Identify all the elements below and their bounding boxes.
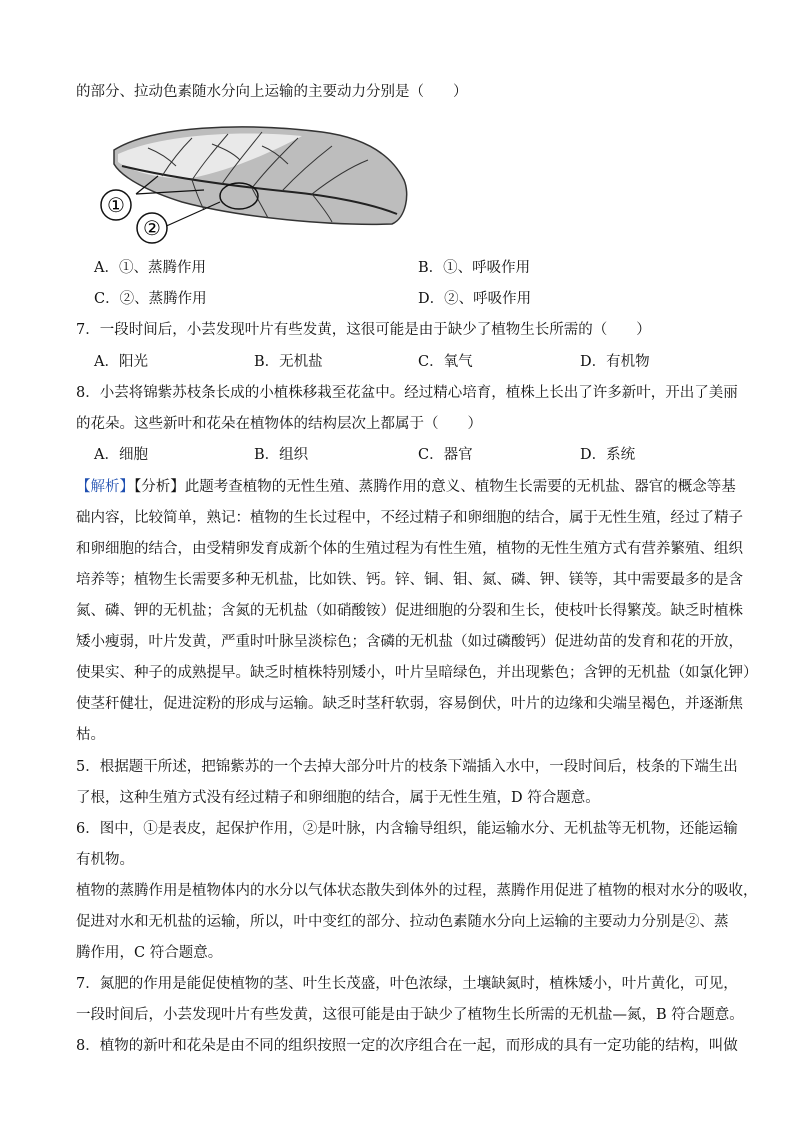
option-d: D．②、呼吸作用 [418,291,532,307]
question-8-stem [76,378,756,440]
answer-line: 7．氮肥的作用是能促使植物的茎、叶生长茂盛，叶色浓绿，土壤缺氮时，植株矮小，叶片黄化，可见， [76,976,738,992]
analysis-tag: 【解析】 [76,479,134,495]
analysis-line: 使果实、种子的成熟提早。缺乏时植株特别矮小，叶片呈暗绿色，并出现紫色；含钾的无机盐（如氯化钾） [76,665,758,681]
marker-2-label: ② [143,216,161,240]
answer-line: 一段时间后，小芸发现叶片有些发黄，这很可能是由于缺少了植物生长所需的无机盐—氮，B 符合题意。 [76,1007,744,1023]
question-7-stem: 7．一段时间后，小芸发现叶片有些发黄，这很可能是由于缺少了植物生长所需的（ ） [76,322,651,338]
pointer-line-2 [162,202,220,228]
marker-1-label: ① [107,193,125,217]
analysis-line: 【解析】【分析】此题考查植物的无性生殖、蒸腾作用的意义、植物生长需要的无机盐、器官的概念等基 [76,479,736,495]
answer-line: 植物的蒸腾作用是植物体内的水分以气体状态散失到体外的过程，蒸腾作用促进了植物的根对水分的吸收， [76,883,758,899]
analysis-line: 础内容，比较简单，熟记：植物的生长过程中，不经过精子和卵细胞的结合，属于无性生殖，经过了精子 [76,510,743,526]
option-c: C．氧气 [418,354,473,370]
option-d: D．系统 [580,447,636,463]
stem-line: 的花朵。这些新叶和花朵在植物体的结构层次上都属于（ ） [76,416,482,432]
option-d: D．有机物 [580,354,650,370]
answer-6-part-2 [76,876,756,969]
answer-line: 8．植物的新叶和花朵是由不同的组织按照一定的次序组合在一起，而形成的具有一定功能的结构，叫做 [76,1038,738,1054]
analysis-line: 枯。 [76,727,105,743]
stem-line: 8．小芸将锦紫苏枝条长成的小植株移栽至花盆中。经过精心培育，植株上长出了许多新叶，开出了美丽 [76,385,738,401]
answer-line: 促进对水和无机盐的运输，所以，叶中变红的部分、拉动色素随水分向上运输的主要动力分别是②、蒸 [76,914,729,930]
option-c: C．器官 [418,447,473,463]
option-b: B．①、呼吸作用 [418,260,531,276]
analysis-line: 氮、磷、钾的无机盐；含氮的无机盐（如硝酸铵）促进细胞的分裂和生长，使枝叶长得繁茂。缺乏时植株 [76,603,743,619]
leaf-diagram [92,122,412,244]
leaf-figure [92,122,412,244]
answer-line: 腾作用，C 符合题意。 [76,945,223,961]
answer-7 [76,969,756,1031]
analysis-line: 使茎秆健壮，促进淀粉的形成与运输。缺乏时茎秆软弱，容易倒伏，叶片的边缘和尖端呈褐色，并逐渐焦 [76,696,743,712]
option-a: A．①、蒸腾作用 [94,260,206,276]
answer-line: 有机物。 [76,852,134,868]
option-a: A．细胞 [94,447,148,463]
question-6-stem-tail: 的部分、拉动色素随水分向上运输的主要动力分别是（ ） [76,84,468,100]
option-a: A．阳光 [94,354,148,370]
answer-6-part-1 [76,814,756,876]
analysis-line: 和卵细胞的结合，由受精卵发育成新个体的生殖过程为有性生殖，植物的无性生殖方式有营养繁殖、组织 [76,541,743,557]
answer-line: 6．图中，①是表皮，起保护作用，②是叶脉，内含输导组织，能运输水分、无机盐等无机物，还能运输 [76,821,738,837]
analysis-line: 培养等；植物生长需要多种无机盐，比如铁、钙。锌、铜、钼、氮、磷、钾、镁等，其中需要最多的是含 [76,572,743,588]
option-b: B．组织 [254,447,309,463]
analysis-line: 矮小瘦弱，叶片发黄，严重时叶脉呈淡棕色；含磷的无机盐（如过磷酸钙）促进幼苗的发育和花的开放， [76,634,743,650]
option-c: C．②、蒸腾作用 [94,291,207,307]
analysis-block [76,472,756,751]
answer-line: 了根，这种生殖方式没有经过精子和卵细胞的结合，属于无性生殖，D 符合题意。 [76,790,600,806]
answer-8 [76,1031,756,1062]
answer-5 [76,752,756,814]
answer-line: 5．根据题干所述，把锦紫苏的一个去掉大部分叶片的枝条下端插入水中，一段时间后，枝条的下端生出 [76,759,738,775]
option-b: B．无机盐 [254,354,323,370]
